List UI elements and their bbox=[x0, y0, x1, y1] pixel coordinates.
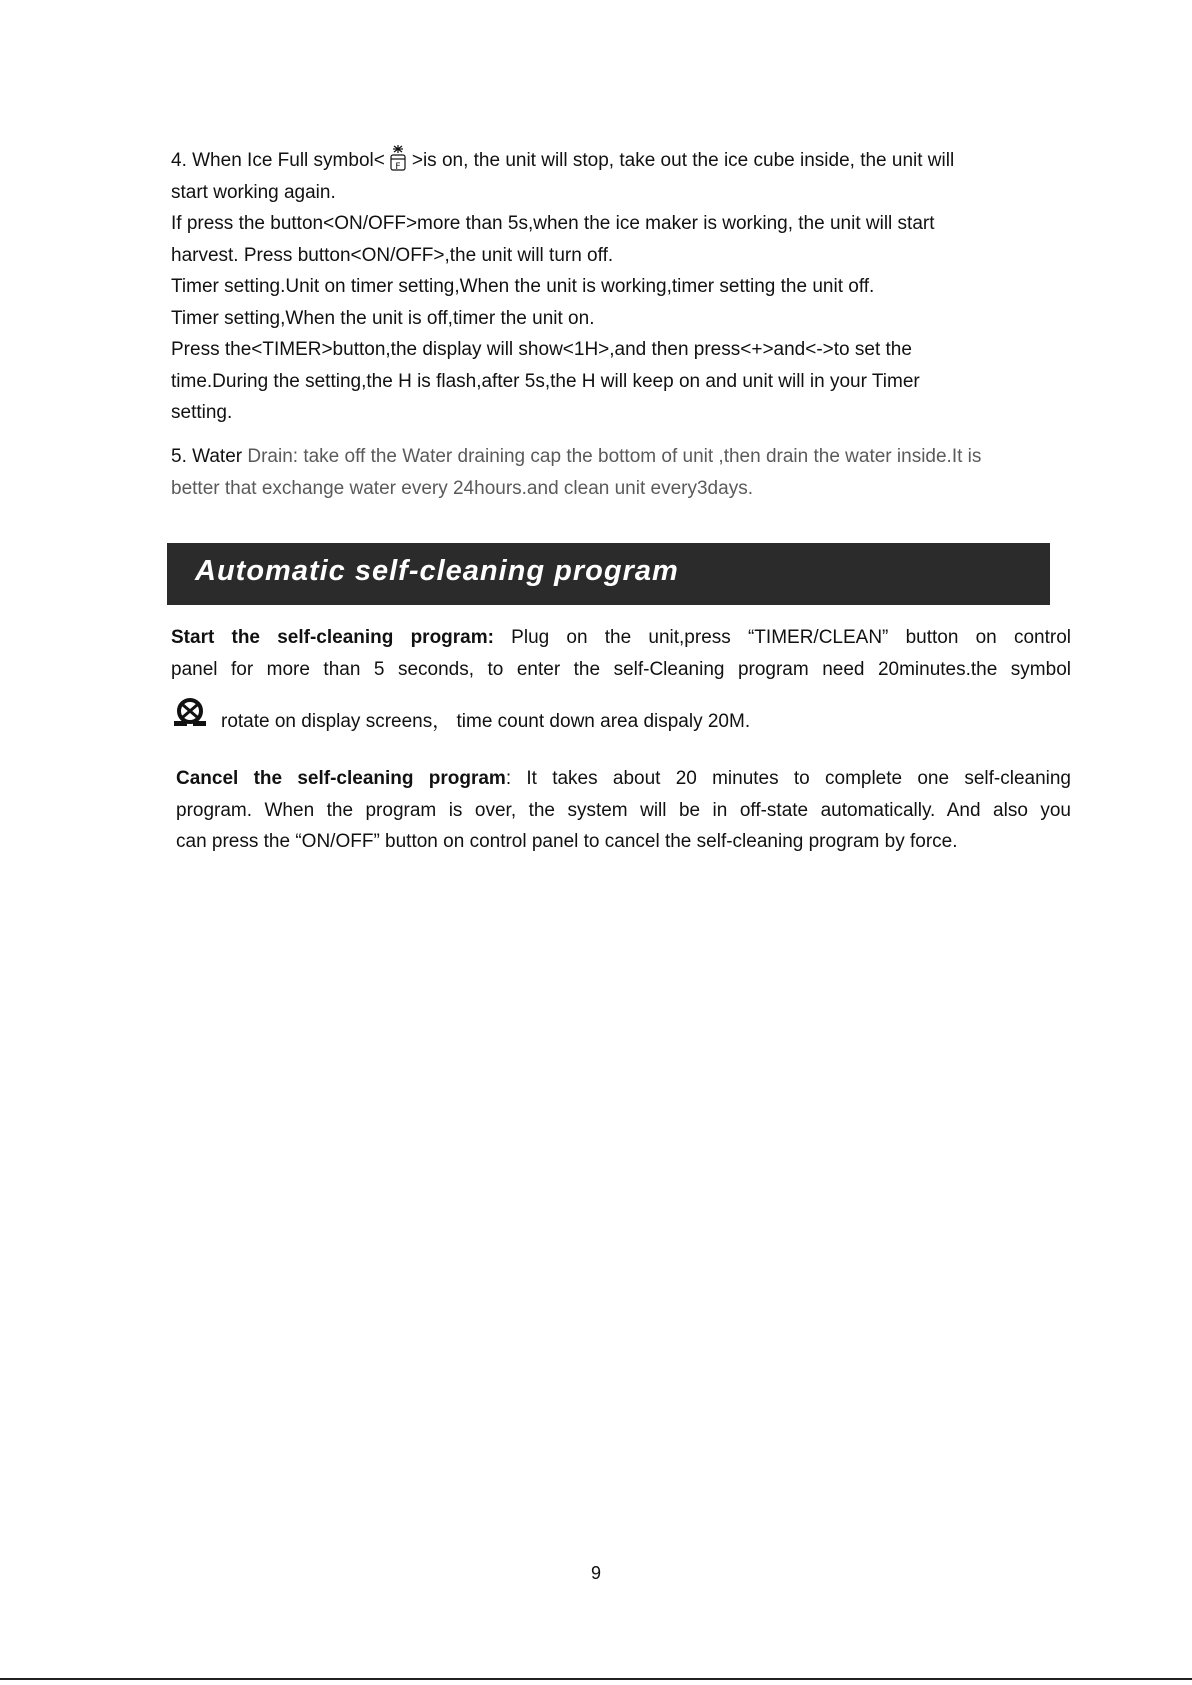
step4-line1-start: 4. When Ice Full symbol< bbox=[171, 150, 385, 171]
cancel-line3: can press the “ON/OFF” button on control panel to cancel the self-cleaning program by force. bbox=[176, 831, 958, 852]
start-line3-text: rotate on display screens， time count down area dispaly 20M. bbox=[221, 711, 751, 732]
bottom-rule bbox=[0, 1678, 1192, 1680]
page-number: 9 bbox=[590, 1563, 601, 1583]
section-banner bbox=[167, 543, 1050, 605]
svg-text:F: F bbox=[395, 162, 401, 172]
start-label: Start the self-cleaning program: bbox=[171, 627, 494, 648]
cancel-paragraph bbox=[176, 763, 1071, 858]
step4-paragraph bbox=[171, 144, 1071, 429]
step5-line1 bbox=[171, 441, 1071, 473]
step5-line1-text: Drain: take off the Water draining cap the bottom of unit ,then drain the water inside.It is bbox=[242, 446, 982, 467]
step4-line1-end: >is on, the unit will stop, take out the ice cube inside, the unit will bbox=[411, 150, 955, 171]
step4-line7: Press the<TIMER>button,the display will show<1H>,and then press<+>and<->to set the bbox=[171, 339, 912, 360]
step5-line2: better that exchange water every 24hours.and clean unit every3days. bbox=[171, 477, 753, 499]
step5-paragraph bbox=[171, 441, 1071, 504]
start-line1 bbox=[171, 622, 1071, 654]
cancel-line1-text: : It takes about 20 minutes to complete one self-cleaning bbox=[505, 768, 1072, 789]
start-line2: panel for more than 5 seconds, to enter the self-Cleaning program need 20minutes.the symbol bbox=[171, 658, 1071, 680]
step4-line4: harvest. Press button<ON/OFF>,the unit will turn off. bbox=[171, 244, 614, 266]
step4-line8: time.During the setting,the H is flash,after 5s,the H will keep on and unit will in your Timer bbox=[171, 370, 920, 392]
self-clean-icon bbox=[171, 697, 209, 731]
start-line1-text: Plug on the unit,press “TIMER/CLEAN” button on control bbox=[493, 627, 1071, 648]
section-title: Automatic self-cleaning program bbox=[195, 555, 679, 587]
step5-label: 5. Water bbox=[171, 446, 243, 467]
ice-full-icon bbox=[388, 144, 408, 172]
step4-line1 bbox=[171, 144, 1071, 177]
step4-line3: If press the button<ON/OFF>more than 5s,when the ice maker is working, the unit will start bbox=[171, 213, 935, 234]
cancel-line2: program. When the program is over, the system will be in off-state automatically. And also you bbox=[176, 799, 1071, 821]
step4-line6: Timer setting,When the unit is off,timer the unit on. bbox=[171, 307, 595, 329]
start-paragraph bbox=[171, 622, 1071, 738]
step4-line5: Timer setting.Unit on timer setting,When the unit is working,timer setting the unit off. bbox=[171, 276, 875, 297]
step4-line2: start working again. bbox=[171, 181, 336, 203]
step4-line9: setting. bbox=[171, 402, 233, 423]
cancel-line1 bbox=[176, 763, 1071, 795]
start-line3 bbox=[171, 697, 1071, 738]
cancel-label: Cancel the self-cleaning program bbox=[176, 768, 506, 789]
